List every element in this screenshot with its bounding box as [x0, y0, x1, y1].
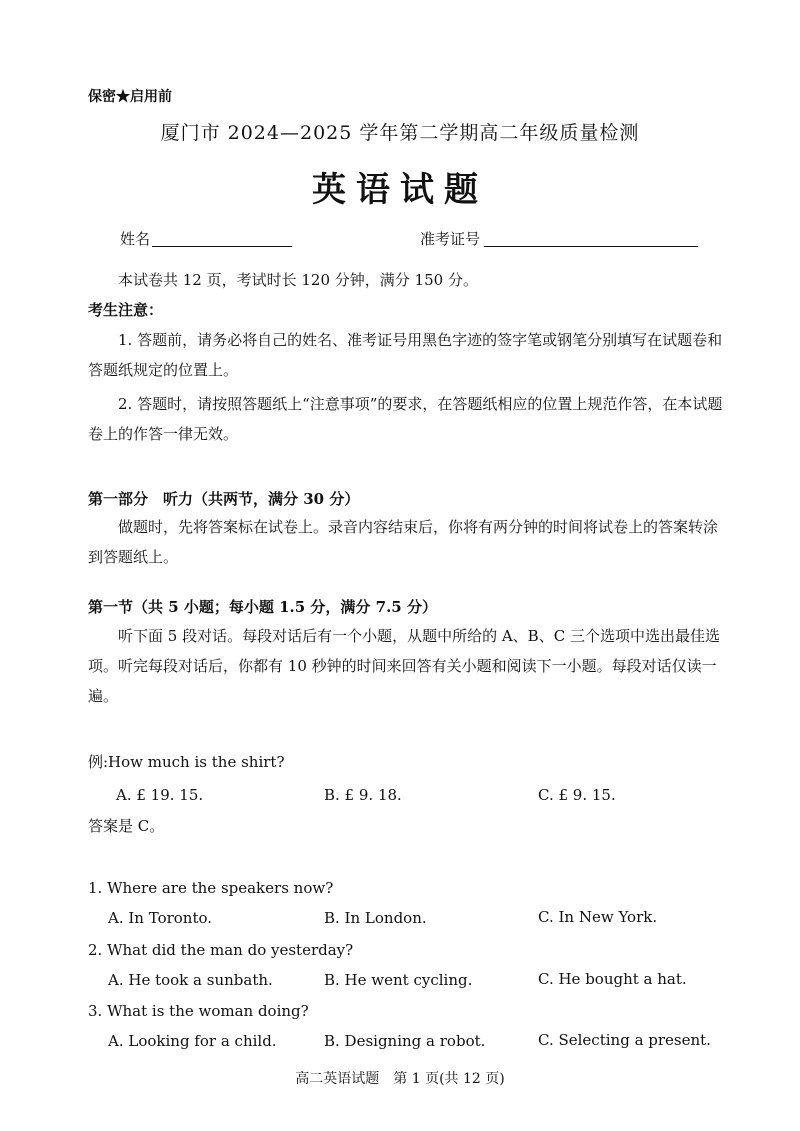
name-label: 姓名 [120, 230, 151, 248]
q1-option-c: C. In New York. [538, 908, 658, 926]
subject-title: 英语试题 [312, 170, 488, 210]
ticket-label: 准考证号 [420, 230, 481, 248]
example-option-a: A. £ 19. 15. [116, 786, 204, 804]
q3-option-b: B. Designing a robot. [324, 1032, 486, 1050]
note-item: 1. 答题前，请务必将自己的姓名、准考证号用黑色字迹的签字笔或钢笔分别填写在试题卷和答题纸规定的位置上。 [88, 331, 723, 379]
confidential-mark: 保密★启用前 [88, 89, 172, 105]
q2-option-a: A. He took a sunbath. [108, 971, 273, 989]
example-answer: 答案是 C。 [88, 817, 165, 835]
example-question: 例:How much is the shirt? [88, 753, 285, 771]
part1-heading: 第一部分 听力（共两节，满分 30 分） [88, 490, 360, 508]
notes-heading: 考生注意： [88, 301, 164, 319]
example-option-c: C. £ 9. 15. [538, 786, 616, 804]
ticket-blank[interactable] [484, 246, 698, 247]
note-item: 2. 答题时，请按照答题纸上“注意事项”的要求，在答题纸相应的位置上规范作答，在本试题卷上的作答一律无效。 [88, 395, 723, 443]
question-1: 1. Where are the speakers now? [88, 879, 334, 897]
exam-title: 厦门市 2024—2025 学年第二学期高二年级质量检测 [160, 122, 640, 144]
question-2: 2. What did the man do yesterday? [88, 941, 354, 959]
q2-option-b: B. He went cycling. [324, 971, 473, 989]
q3-option-c: C. Selecting a present. [538, 1031, 711, 1049]
question-3: 3. What is the woman doing? [88, 1002, 309, 1020]
section1-heading: 第一节（共 5 小题；每小题 1.5 分，满分 7.5 分） [88, 598, 437, 616]
q1-option-b: B. In London. [324, 909, 427, 927]
example-option-b: B. £ 9. 18. [324, 786, 402, 804]
q2-option-c: C. He bought a hat. [538, 970, 687, 988]
page-footer: 高二英语试题 第 1 页(共 12 页) [295, 1071, 505, 1087]
q1-option-a: A. In Toronto. [108, 909, 213, 927]
part1-instruction: 做题时，先将答案标在试卷上。录音内容结束后，你将有两分钟的时间将试卷上的答案转涂到答题纸上。 [88, 518, 719, 566]
name-blank[interactable] [152, 246, 292, 247]
q3-option-a: A. Looking for a child. [108, 1032, 277, 1050]
section1-instruction: 听下面 5 段对话。每段对话后有一个小题，从题中所给的 A、B、C 三个选项中选出最佳选项。听完每段对话后，你都有 10 秒钟的时间来回答有关小题和阅读下一小题。每段对话仅读一遍。 [88, 627, 720, 705]
exam-info: 本试卷共 12 页，考试时长 120 分钟，满分 150 分。 [118, 271, 478, 289]
